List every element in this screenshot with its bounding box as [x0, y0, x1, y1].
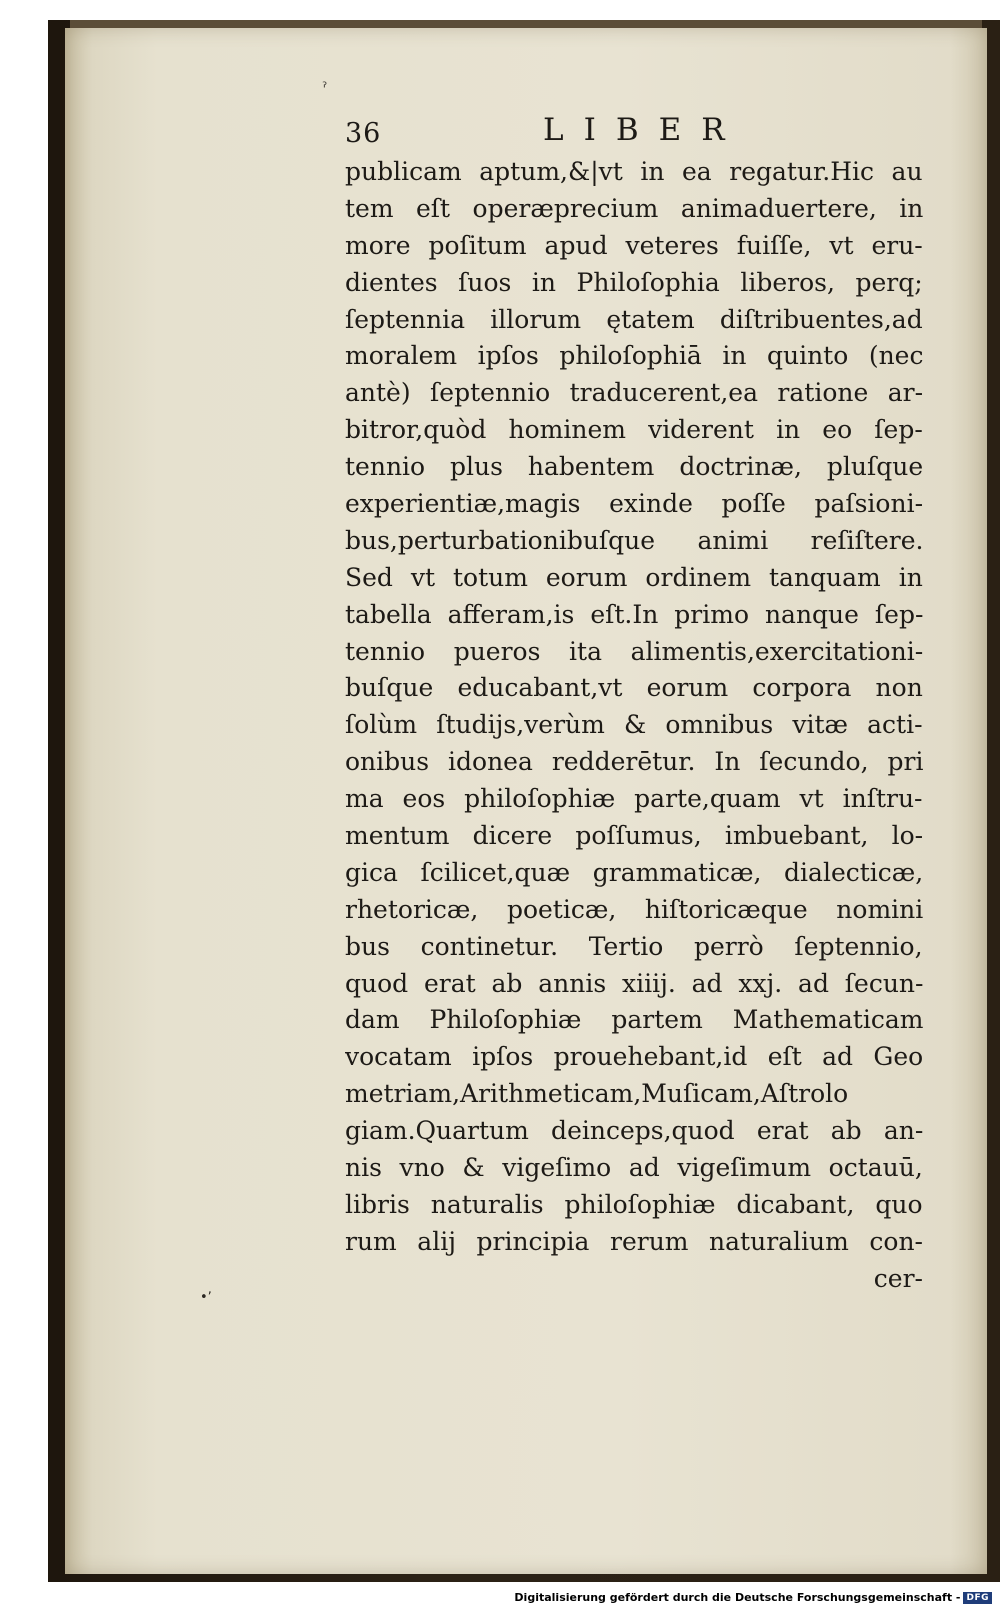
text-line: bitror,quòd hominem viderent in eo ſep- [345, 415, 923, 445]
text-line: giam.Quartum deinceps,quod erat ab an- [345, 1116, 924, 1146]
body-text [345, 154, 945, 1298]
text-line: metriam,Arithmeticam,Muſicam,Aſtrolo [345, 1079, 849, 1109]
page-number: 36 [345, 118, 382, 149]
text-line: tennio plus habentem doctrinæ, pluſque [345, 452, 924, 482]
text-line: mentum dicere poſſumus, imbuebant, lo- [345, 821, 924, 851]
dfg-logo: DFG [963, 1592, 992, 1604]
text-line: ma eos philoſophiæ parte,quam vt inſtru- [345, 784, 923, 814]
text-line: rum alij principia rerum naturalium con- [345, 1226, 924, 1256]
text-line: dam Philoſophiæ partem Mathematicam [345, 1005, 924, 1035]
running-head: LIBER [543, 112, 745, 148]
text-line: publicam aptum,&|vt in ea regatur.Hic au [345, 157, 923, 186]
text-line: libris naturalis philoſophiæ dicabant, quo [345, 1189, 923, 1219]
text-line: bus continetur. Tertio perrò ſeptennio, [345, 931, 923, 961]
text-line: buſque educabant,vt eorum corpora non [345, 673, 923, 703]
text-line: moralem ipſos philoſophiā in quinto (nec [345, 341, 924, 371]
text-line: tennio pueros ita alimentis,exercitationi- [345, 636, 924, 666]
catchword: cer- [873, 1263, 923, 1293]
text-line: more poſitum apud veteres fuiſſe, vt eru- [345, 230, 923, 260]
text-line: dientes ſuos in Philoſophia liberos, perq; [345, 267, 923, 297]
ink-mark-top: ˀ [322, 80, 328, 96]
text-line: vocatam ipſos prouehebant,id eſt ad Geo [345, 1042, 924, 1072]
text-line: antè) ſeptennio traducerent,ea ratione ar- [345, 378, 924, 408]
text-line: gica ſcilicet,quæ grammaticæ, dialecticæ, [345, 857, 924, 887]
credit-text: Digitalisierung gefördert durch die Deutsche Forschungsgemeinschaft - [514, 1591, 961, 1604]
text-line: ſolùm ſtudijs,verùm & omnibus vitæ acti- [345, 710, 923, 740]
text-line: tabella afferam,is eſt.In primo nanque ſep- [345, 599, 924, 629]
text-line: ſeptennia illorum ętatem diſtribuentes,ad [345, 304, 923, 334]
text-line: Sed vt totum eorum ordinem tanquam in [345, 562, 923, 592]
digitization-credit [514, 1591, 992, 1604]
text-line: experientiæ,magis exinde poſſe paſsioni- [345, 489, 924, 519]
page-header [345, 112, 945, 154]
text-line: tem eſt operæprecium animaduertere, in [345, 193, 924, 223]
text-line: rhetoricæ, poeticæ, hiſtoricæque nomini [345, 894, 924, 924]
text-line: quod erat ab annis xiiij. ad xxj. ad ſecun- [345, 968, 924, 998]
text-line: nis vno & vigeſimo ad vigeſimum octauū, [345, 1153, 923, 1183]
ink-mark-margin: •ʼ [200, 1290, 212, 1305]
text-block [345, 112, 945, 1298]
text-line: onibus idonea redderētur. In ſecundo, pri [345, 747, 924, 777]
text-line: bus,perturbationibuſque animi reſiſtere. [345, 525, 924, 555]
